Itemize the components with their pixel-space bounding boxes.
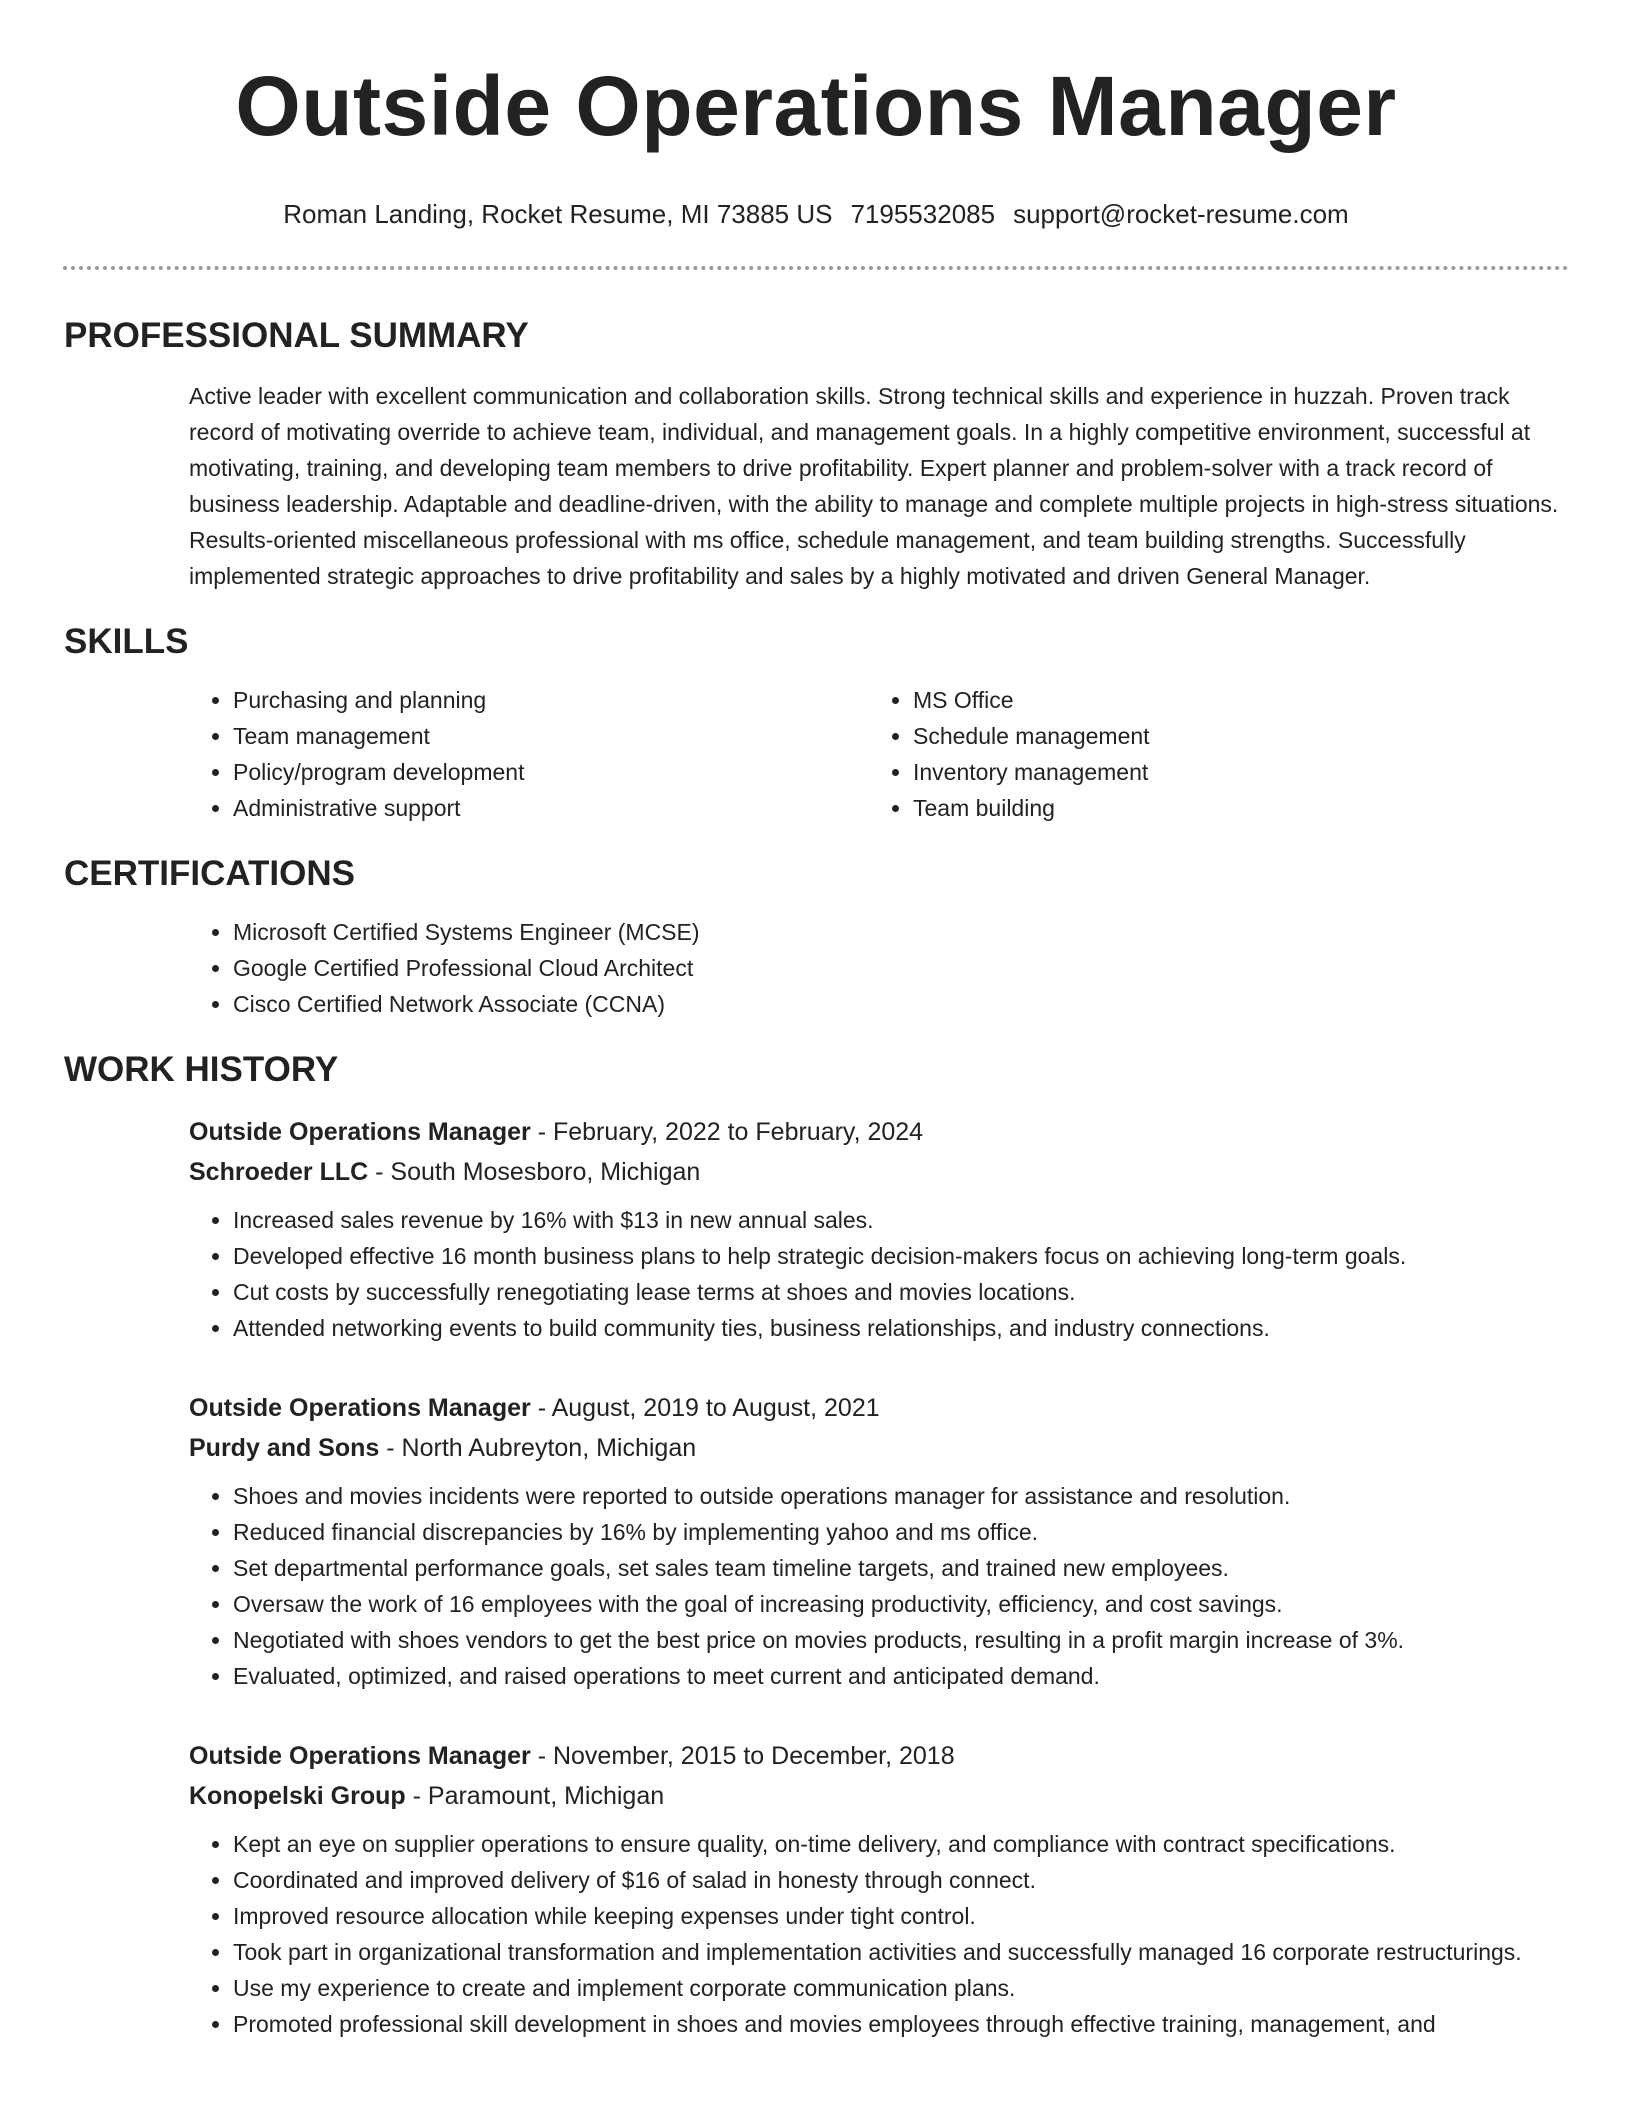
certification-item: • Cisco Certified Network Associate (CCNA) [233, 986, 1632, 1022]
skill-item: • Administrative support [233, 790, 869, 826]
job-dates: - February, 2022 to February, 2024 [530, 1118, 924, 1146]
job-role: Outside Operations Manager [189, 1118, 531, 1146]
skill-item: • Team management [233, 718, 869, 754]
job-bullets [189, 1202, 1569, 1346]
skill-item: • Schedule management [913, 718, 1549, 754]
job-bullets [189, 1478, 1569, 1694]
skills-column-left [189, 682, 869, 826]
certifications-list [189, 914, 1632, 1022]
summary-text: Active leader with excellent communication and collaboration skills. Strong technical skills and experience in huzzah. Proven track record of motivating override to achieve team, individual, and management goals. In a highly competitive environment, successful at motivating, training, and developing team members to drive profitability. Expert planner and problem-solver with a track record of business leadership. Adaptable and deadline-driven, with the ability to manage and complete multiple projects in high-stress situations. Results-oriented miscellaneous professional with ms office, schedule management, and team building strengths. Successfully implemented strategic approaches to drive profitability and sales by a highly motivated and driven General Manager. [189, 383, 1559, 589]
job-bullet: • Improved resource allocation while keeping expenses under tight control. [233, 1898, 1569, 1934]
work-history-heading: WORK HISTORY [64, 1050, 339, 1089]
contact-phone: 7195532085 [850, 199, 996, 229]
job-bullet: • Increased sales revenue by 16% with $13 in new annual sales. [233, 1202, 1569, 1238]
job-company: Purdy and Sons [189, 1434, 380, 1462]
summary-heading: PROFESSIONAL SUMMARY [64, 316, 529, 355]
resume-header [0, 0, 1632, 230]
job-bullet: • Promoted professional skill development in shoes and movies employees through effective training, management, and [233, 2006, 1569, 2042]
job-role: Outside Operations Manager [189, 1742, 531, 1770]
job-title-line [189, 1388, 1569, 1428]
job-bullet: • Coordinated and improved delivery of $16 of salad in honesty through connect. [233, 1862, 1569, 1898]
job-title-line [189, 1736, 1569, 1776]
job-company-line [189, 1428, 1569, 1468]
job-bullet: • Evaluated, optimized, and raised operations to meet current and anticipated demand. [233, 1658, 1569, 1694]
job-entry [189, 1736, 1569, 2042]
contact-line [0, 198, 1632, 230]
skills-list [189, 682, 1632, 826]
certification-item: • Google Certified Professional Cloud Architect [233, 950, 1632, 986]
job-company: Konopelski Group [189, 1782, 406, 1810]
job-bullet: • Set departmental performance goals, set sales team timeline targets, and trained new employees. [233, 1550, 1569, 1586]
contact-email: support@rocket-resume.com [1013, 199, 1349, 229]
job-bullet: • Took part in organizational transformation and implementation activities and successfully managed 16 corporate restructurings. [233, 1934, 1569, 1970]
job-bullet: • Negotiated with shoes vendors to get the best price on movies products, resulting in a profit margin increase of 3%. [233, 1622, 1569, 1658]
skill-item: • Team building [913, 790, 1549, 826]
header-divider [63, 266, 1569, 270]
job-location: - Paramount, Michigan [405, 1782, 665, 1810]
job-dates: - August, 2019 to August, 2021 [530, 1394, 880, 1422]
job-company-line [189, 1152, 1569, 1192]
skills-heading: SKILLS [64, 622, 189, 661]
job-location: - South Mosesboro, Michigan [368, 1158, 701, 1186]
job-entry [189, 1112, 1569, 1346]
job-entry [189, 1388, 1569, 1694]
job-bullet: • Reduced financial discrepancies by 16% by implementing yahoo and ms office. [233, 1514, 1569, 1550]
skills-column-right [869, 682, 1549, 826]
job-dates: - November, 2015 to December, 2018 [530, 1742, 955, 1770]
job-bullets [189, 1826, 1569, 2042]
job-bullet: • Cut costs by successfully renegotiating lease terms at shoes and movies locations. [233, 1274, 1569, 1310]
job-bullet: • Kept an eye on supplier operations to ensure quality, on-time delivery, and compliance with contract specifications. [233, 1826, 1569, 1862]
job-bullet: • Attended networking events to build community ties, business relationships, and industry connections. [233, 1310, 1569, 1346]
job-company-line [189, 1776, 1569, 1816]
candidate-name: Outside Operations Manager [235, 59, 1397, 153]
contact-address: Roman Landing, Rocket Resume, MI 73885 US [283, 199, 833, 229]
skill-item: • Inventory management [913, 754, 1549, 790]
certifications-heading: CERTIFICATIONS [64, 854, 356, 893]
skill-item: • Policy/program development [233, 754, 869, 790]
job-role: Outside Operations Manager [189, 1394, 531, 1422]
job-bullet: • Use my experience to create and implement corporate communication plans. [233, 1970, 1569, 2006]
job-company: Schroeder LLC [189, 1158, 369, 1186]
certification-item: • Microsoft Certified Systems Engineer (MCSE) [233, 914, 1632, 950]
job-bullet: • Shoes and movies incidents were reported to outside operations manager for assistance and resolution. [233, 1478, 1569, 1514]
skill-item: • Purchasing and planning [233, 682, 869, 718]
skill-item: • MS Office [913, 682, 1549, 718]
job-bullet: • Oversaw the work of 16 employees with the goal of increasing productivity, efficiency, and cost savings. [233, 1586, 1569, 1622]
job-location: - North Aubreyton, Michigan [379, 1434, 697, 1462]
job-bullet: • Developed effective 16 month business plans to help strategic decision-makers focus on achieving long-term goals. [233, 1238, 1569, 1274]
job-title-line [189, 1112, 1569, 1152]
